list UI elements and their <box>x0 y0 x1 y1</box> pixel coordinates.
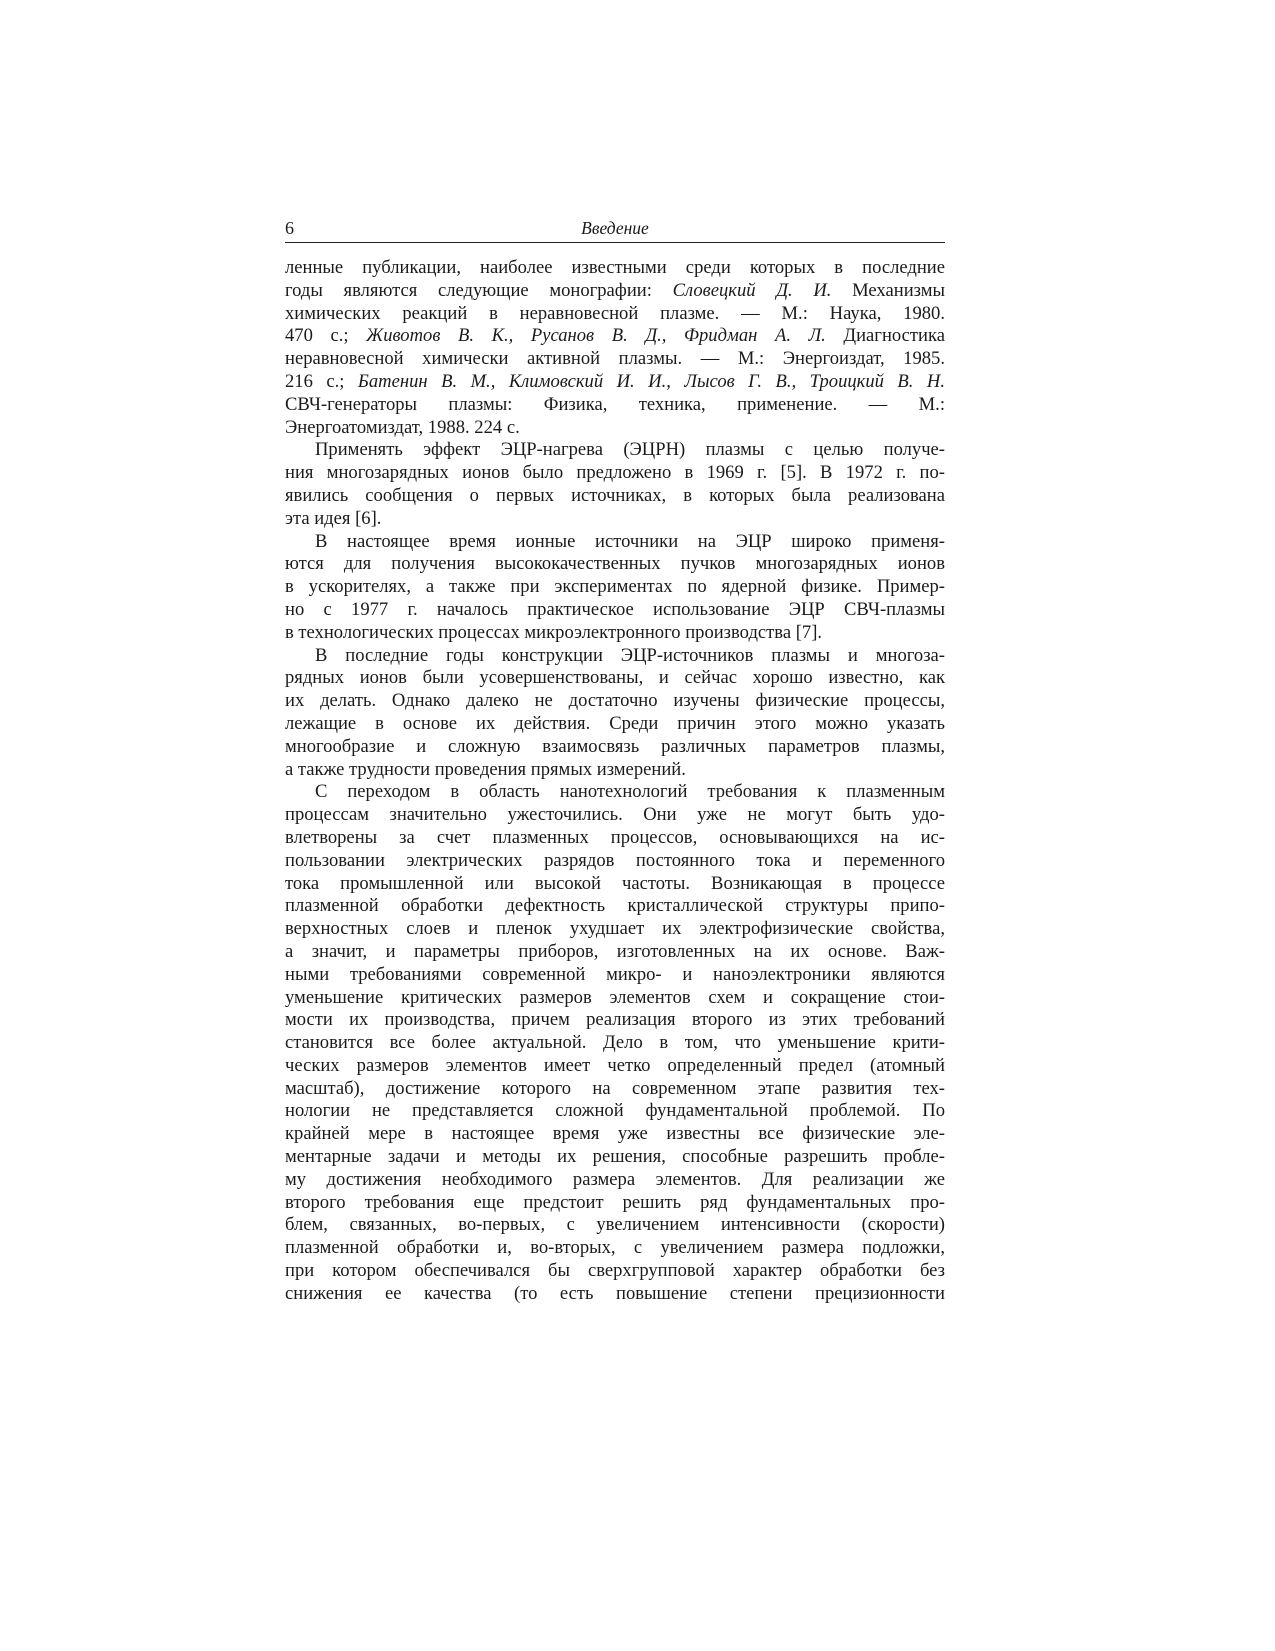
text-line <box>285 371 945 394</box>
text-line <box>285 873 945 896</box>
text-run: плазменной обработки и, во-вторых, с увеличением размера подложки, <box>285 1237 945 1259</box>
text-line <box>285 325 945 348</box>
text-run: В настоящее время ионные источники на ЭЦР широко применя- <box>315 530 945 552</box>
text-line <box>285 987 945 1010</box>
text-line <box>285 1192 945 1215</box>
text-line <box>285 1260 945 1283</box>
text-line <box>285 895 945 918</box>
page-number: 6 <box>285 218 294 238</box>
text-line <box>285 1055 945 1078</box>
text-run: Диагностика <box>825 325 945 347</box>
text-run: нологии не представляется сложной фундаментальной проблемой. По <box>285 1100 945 1122</box>
text-line <box>285 531 945 554</box>
text-line <box>285 394 945 417</box>
text-run: снижения ее качества (то есть повышение степени прецизионности <box>285 1282 945 1304</box>
text-line <box>285 781 945 804</box>
text-run: в технологических процессах микроэлектронного производства [7]. <box>285 621 823 643</box>
text-run: их делать. Однако далеко не достаточно изучены физические процессы, <box>285 690 945 712</box>
text-run: второго требования еще предстоит решить ряд фундаментальных про- <box>285 1191 945 1213</box>
text-line <box>285 439 945 462</box>
text-run: Энергоатомиздат, 1988. 224 с. <box>285 416 520 438</box>
text-line <box>285 690 945 713</box>
text-run: но с 1977 г. началось практическое использование ЭЦР СВЧ-плазмы <box>285 598 945 620</box>
text-line <box>285 1283 945 1306</box>
text-run: рядных ионов были усовершенствованы, и сейчас хорошо известно, как <box>285 667 945 689</box>
text-line <box>285 1078 945 1101</box>
text-line <box>285 417 945 440</box>
text-line <box>285 508 945 531</box>
text-run: ния многозарядных ионов было предложено в 1969 г. [5]. В 1972 г. по- <box>285 462 945 484</box>
text-run: многообразие и сложную взаимосвязь различных параметров плазмы, <box>285 735 945 757</box>
text-line <box>285 645 945 668</box>
text-run: в ускорителях, а также при экспериментах по ядерной физике. Пример- <box>285 576 945 598</box>
text-run: уменьшение критических размеров элементов схем и сокращение стои- <box>285 986 945 1008</box>
text-run: му достижения необходимого размера элементов. Для реализации же <box>285 1168 945 1190</box>
text-run: ленные публикации, наиболее известными среди которых в последние <box>285 257 945 278</box>
text-run: блем, связанных, во-первых, с увеличением интенсивности (скорости) <box>285 1214 945 1236</box>
text-line <box>285 1009 945 1032</box>
author-names: Животов В. К., Русанов В. Д., Фридман А. Л. <box>366 325 826 347</box>
text-run: СВЧ-генераторы плазмы: Физика, техника, применение. — М.: <box>285 393 945 415</box>
text-line <box>285 1146 945 1169</box>
text-run: В последние годы конструкции ЭЦР-источников плазмы и многоза- <box>315 644 945 666</box>
text-run: ческих размеров элементов имеет четко определенный предел (атомный <box>285 1054 945 1076</box>
text-line <box>285 485 945 508</box>
text-run: С переходом в область нанотехнологий требования к плазменным <box>315 781 945 803</box>
text-line <box>285 918 945 941</box>
text-run: лежащие в основе их действия. Среди причин этого можно указать <box>285 712 945 734</box>
text-line <box>285 462 945 485</box>
text-run: 470 с.; <box>285 325 367 347</box>
author-names: Словецкий Д. И. <box>672 279 832 301</box>
text-run: годы являются следующие монографии: <box>285 279 673 301</box>
text-run: 216 с.; <box>285 370 358 392</box>
text-run: явились сообщения о первых источниках, в которых была реализована <box>285 484 945 506</box>
text-line <box>285 280 945 303</box>
text-line <box>285 1214 945 1237</box>
running-header <box>285 216 945 243</box>
text-line <box>285 1032 945 1055</box>
text-run: эта идея [6]. <box>285 507 382 529</box>
text-line <box>285 667 945 690</box>
author-names: Батенин В. М., Климовский И. И., Лысов Г. В., Троицкий В. Н. <box>357 370 945 392</box>
text-line <box>285 303 945 326</box>
text-line <box>285 553 945 576</box>
text-run: плазменной обработки дефектность кристаллической структуры припо- <box>285 895 945 917</box>
text-run: становится все более актуальной. Дело в том, что уменьшение крити- <box>285 1032 945 1054</box>
text-run: масштаб), достижение которого на современном этапе развития тех- <box>285 1077 945 1099</box>
text-line <box>285 759 945 782</box>
text-run: крайней мере в настоящее время уже известны все физические эле- <box>285 1123 945 1145</box>
text-run: ются для получения высококачественных пучков многозарядных ионов <box>285 553 945 575</box>
text-line <box>285 827 945 850</box>
text-line <box>285 1123 945 1146</box>
text-run: тока промышленной или высокой частоты. Возникающая в процессе <box>285 872 945 894</box>
text-run: мости их производства, причем реализация второго из этих требований <box>285 1009 945 1031</box>
text-run: при котором обеспечивался бы сверхгрупповой характер обработки без <box>285 1260 945 1282</box>
text-line <box>285 599 945 622</box>
text-run: а значит, и параметры приборов, изготовленных на их основе. Важ- <box>285 940 945 962</box>
text-line <box>285 576 945 599</box>
text-line <box>285 1169 945 1192</box>
text-run: Механизмы <box>831 279 945 301</box>
page-content <box>285 216 945 1306</box>
text-line <box>285 1237 945 1260</box>
text-line <box>285 1100 945 1123</box>
text-run: влетворены за счет плазменных процессов, основывающихся на ис- <box>285 826 945 848</box>
text-line <box>285 964 945 987</box>
paragraph <box>285 531 945 645</box>
text-run: процессам значительно ужесточились. Они уже не могут быть удо- <box>285 804 945 826</box>
text-line <box>285 850 945 873</box>
text-run: химических реакций в неравновесной плазме. — М.: Наука, 1980. <box>285 302 945 324</box>
text-run: верхностных слоев и пленок ухудшает их электрофизические свойства, <box>285 918 945 940</box>
text-line <box>285 941 945 964</box>
text-run: ными требованиями современной микро- и наноэлектроники являются <box>285 963 945 985</box>
body-text <box>285 257 945 1306</box>
text-run: а также трудности проведения прямых измерений. <box>285 758 686 780</box>
text-run: пользовании электрических разрядов постоянного тока и переменного <box>285 849 945 871</box>
paragraph <box>285 781 945 1305</box>
text-line <box>285 736 945 759</box>
text-line <box>285 348 945 371</box>
text-line <box>285 804 945 827</box>
text-line <box>285 622 945 645</box>
paragraph <box>285 645 945 782</box>
text-run: Применять эффект ЭЦР-нагрева (ЭЦРН) плазмы с целью получе- <box>315 439 945 461</box>
text-line <box>285 257 945 280</box>
text-line <box>285 713 945 736</box>
chapter-title: Введение <box>581 218 649 238</box>
paragraph <box>285 439 945 530</box>
text-run: неравновесной химически активной плазмы. — М.: Энергоиздат, 1985. <box>285 348 945 370</box>
paragraph <box>285 257 945 439</box>
text-run: ментарные задачи и методы их решения, способные разрешить пробле- <box>285 1146 945 1168</box>
